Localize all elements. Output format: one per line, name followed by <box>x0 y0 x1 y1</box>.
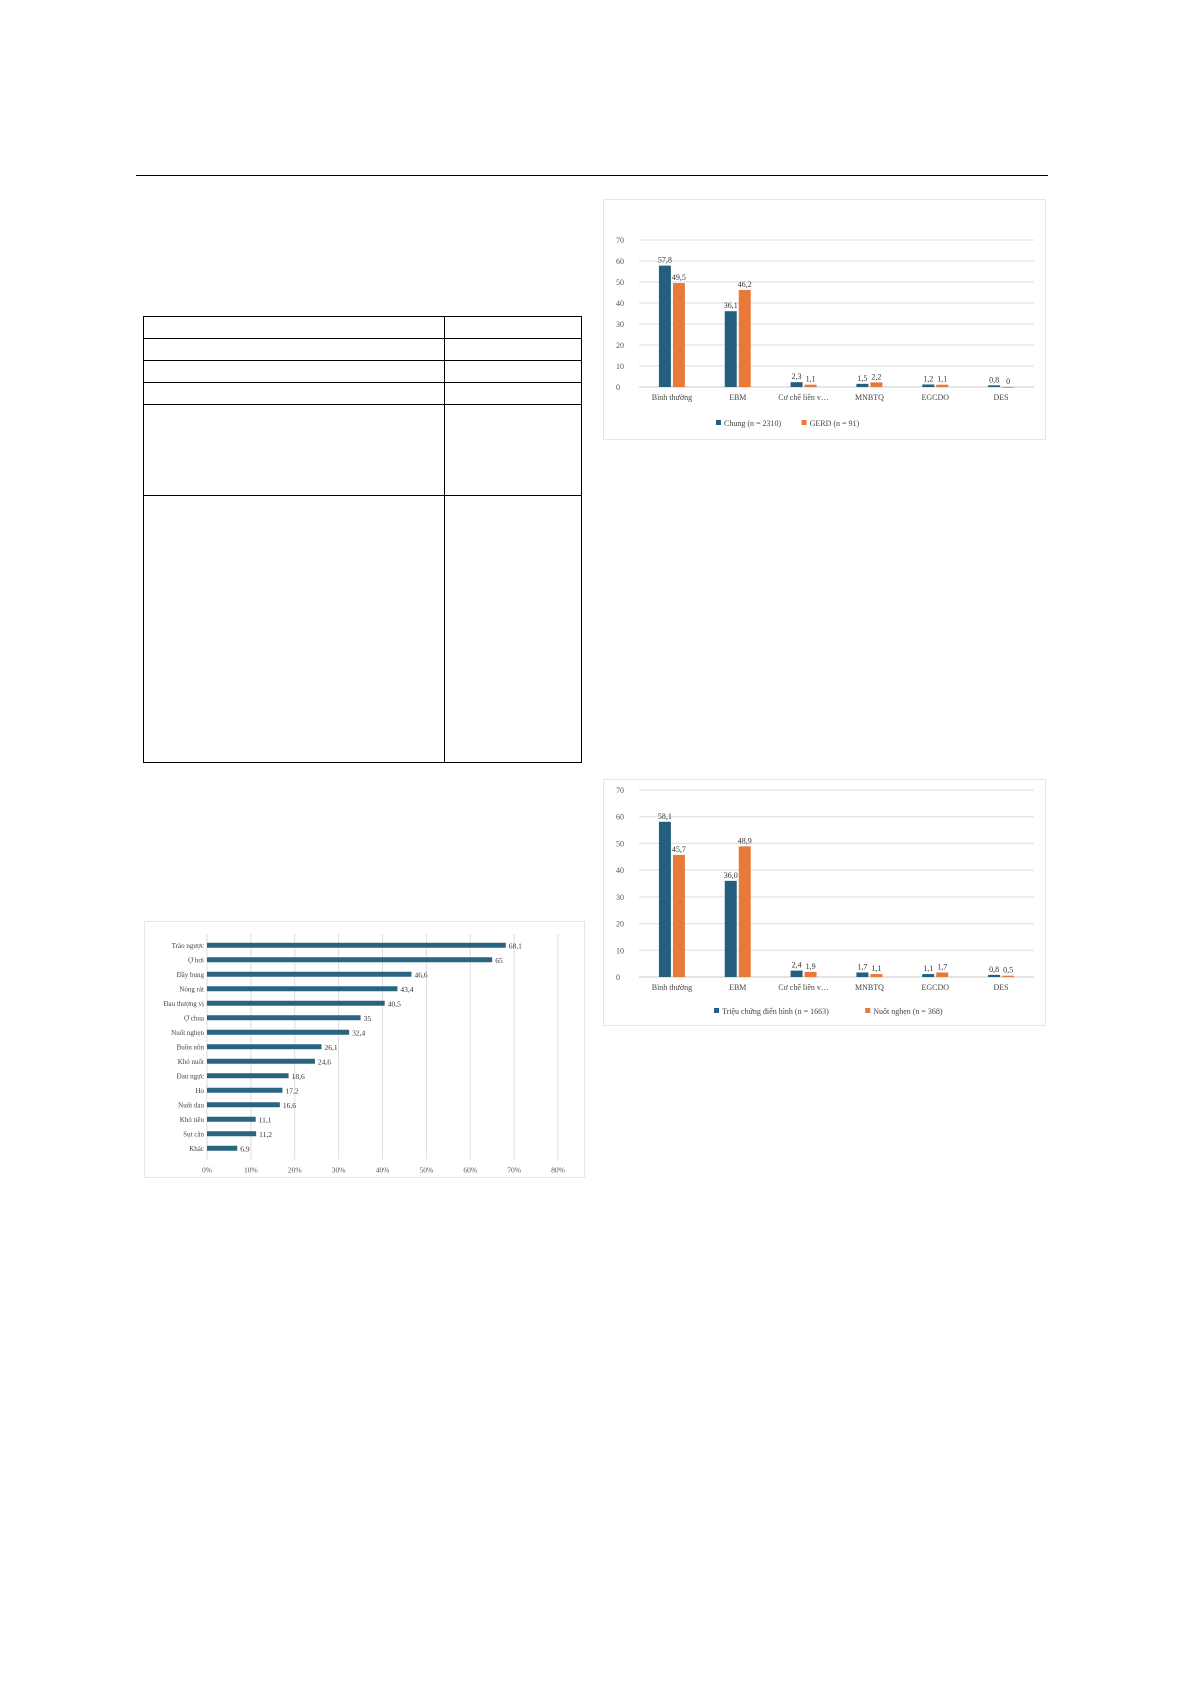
y-tick-label: 50 <box>616 278 624 287</box>
bar-chart-svg <box>604 200 1045 439</box>
table-cell <box>445 361 582 383</box>
table-cell <box>144 383 445 405</box>
x-tick-label: 30% <box>331 1165 346 1175</box>
bar <box>673 855 685 977</box>
bar <box>870 382 882 387</box>
bar <box>207 1015 361 1020</box>
data-label: 49,5 <box>671 273 686 283</box>
bar <box>659 822 671 977</box>
y-tick-label: 60 <box>616 812 624 822</box>
data-label: 17,2 <box>285 1086 299 1096</box>
bar <box>207 957 492 962</box>
x-tick-label: 0% <box>202 1165 212 1175</box>
y-tick-label: 10 <box>616 362 624 371</box>
y-tick-label: Ợ hơi <box>188 956 204 965</box>
y-tick-label: 70 <box>616 786 624 795</box>
bar-chart-typical-vs-dysphagia <box>604 780 1045 1025</box>
data-label: 36,0 <box>723 870 738 880</box>
legend-label: Chung (n = 2310) <box>724 419 782 428</box>
y-tick-label: 0 <box>616 383 620 392</box>
bar <box>936 385 948 387</box>
table-cell <box>445 405 582 496</box>
table-cell <box>445 496 582 763</box>
bar <box>207 1001 385 1006</box>
table-cell <box>144 496 445 763</box>
bar <box>207 1030 349 1035</box>
bar <box>207 1044 322 1049</box>
y-tick-label: Ợ chua <box>183 1014 204 1023</box>
bar <box>1002 976 1014 977</box>
y-tick-label: Khó nuốt <box>177 1057 204 1066</box>
y-tick-label: Ho <box>195 1086 204 1095</box>
data-label: 1,1 <box>871 964 882 974</box>
x-tick-label: EBM <box>729 393 747 402</box>
table-cell <box>445 383 582 405</box>
x-tick-label: 40% <box>375 1165 390 1175</box>
y-tick-label: 30 <box>616 892 624 902</box>
table-cell <box>445 339 582 361</box>
bar <box>791 971 803 977</box>
data-label: 68,1 <box>508 941 522 951</box>
data-label: 1,1 <box>937 374 948 384</box>
data-label: 65 <box>495 955 503 965</box>
y-tick-label: 60 <box>616 257 624 266</box>
y-tick-label: Khó tiêu <box>179 1115 204 1124</box>
x-tick-label: Bình thường <box>651 983 693 992</box>
data-label: 45,7 <box>671 844 686 854</box>
bar <box>856 384 868 387</box>
y-tick-label: Nuốt đau <box>178 1101 204 1110</box>
bar-chart-svg <box>604 780 1045 1025</box>
table-cell <box>144 339 445 361</box>
data-label: 2,2 <box>871 372 882 382</box>
data-label: 0,8 <box>989 375 1000 385</box>
data-label: 1,7 <box>857 962 868 972</box>
table-cell <box>445 317 582 339</box>
legend-swatch <box>716 420 721 425</box>
data-label: 11,1 <box>258 1115 272 1125</box>
x-tick-label: DES <box>993 983 1009 992</box>
bar <box>207 972 411 977</box>
x-tick-label: 60% <box>463 1165 478 1175</box>
data-label: 1,5 <box>857 373 868 383</box>
table-cell <box>144 317 445 339</box>
x-tick-label: DES <box>993 393 1009 402</box>
bar <box>739 290 751 387</box>
y-tick-label: Đau ngực <box>176 1072 204 1081</box>
bar <box>805 972 817 977</box>
y-tick-label: Đầy bụng <box>176 970 204 979</box>
bar <box>856 972 868 977</box>
legend-swatch <box>714 1008 719 1013</box>
data-label: 18,6 <box>291 1071 305 1081</box>
y-tick-label: 40 <box>616 299 624 308</box>
bar <box>1002 387 1014 388</box>
y-tick-label: 10 <box>616 946 624 956</box>
header-rule <box>136 175 1048 176</box>
y-tick-label: 50 <box>616 839 624 849</box>
data-label: 46,2 <box>737 279 752 289</box>
table-cell <box>144 361 445 383</box>
data-label: 0,5 <box>1003 965 1014 975</box>
x-tick-label: MNBTQ <box>854 393 884 402</box>
data-label: 58,1 <box>657 811 672 821</box>
x-tick-label: Cơ chế liên v… <box>778 393 829 402</box>
data-label: 2,3 <box>791 372 802 382</box>
y-tick-label: 40 <box>616 866 624 876</box>
bar <box>207 1117 256 1122</box>
x-tick-label: EGCDO <box>921 983 950 992</box>
data-label: 48,9 <box>737 836 752 846</box>
bar <box>207 1073 289 1078</box>
x-tick-label: Cơ chế liên v… <box>778 983 829 992</box>
data-label: 16,6 <box>282 1100 296 1110</box>
data-label: 6,9 <box>240 1144 250 1154</box>
data-label: 1,1 <box>923 964 934 974</box>
y-tick-label: Trào ngược <box>171 941 204 950</box>
data-label: 43,4 <box>400 984 414 994</box>
y-tick-label: Nuốt nghẹn <box>171 1028 204 1037</box>
bar <box>725 881 737 977</box>
x-tick-label: 10% <box>244 1165 258 1175</box>
bar-chart-svg <box>145 922 584 1177</box>
data-label: 0,8 <box>989 964 1000 974</box>
data-label: 24,6 <box>317 1057 332 1067</box>
x-tick-label: Bình thường <box>651 393 693 402</box>
bar <box>922 384 934 387</box>
bar <box>988 975 1000 977</box>
legend-swatch <box>802 420 807 425</box>
data-label: 26,1 <box>324 1042 338 1052</box>
y-tick-label: Khác <box>189 1144 204 1153</box>
data-label: 1,2 <box>923 374 934 384</box>
x-tick-label: EGCDO <box>921 393 950 402</box>
y-tick-label: 0 <box>616 973 620 982</box>
y-tick-label: Đau thượng vị <box>163 999 204 1008</box>
x-tick-label: 50% <box>419 1165 434 1175</box>
bar <box>207 1102 280 1107</box>
data-label: 1,7 <box>937 962 948 972</box>
x-tick-label: 20% <box>287 1165 302 1175</box>
data-label: 0 <box>1006 377 1011 386</box>
data-label: 46,6 <box>414 970 428 980</box>
legend-label: Nuốt nghẹn (n = 368) <box>873 1007 943 1016</box>
horizontal-bar-chart-symptoms <box>145 922 584 1177</box>
data-table <box>143 316 582 763</box>
bar <box>922 974 934 977</box>
data-label: 11,2 <box>259 1129 272 1139</box>
x-tick-label: MNBTQ <box>854 983 884 992</box>
bar <box>791 382 803 387</box>
y-tick-label: 70 <box>616 236 624 245</box>
bar <box>207 943 506 948</box>
table-cell <box>144 405 445 496</box>
bar <box>207 986 397 991</box>
bar <box>673 283 685 387</box>
y-tick-label: 30 <box>616 320 624 329</box>
data-label: 35 <box>363 1013 372 1023</box>
x-tick-label: 80% <box>551 1165 565 1175</box>
bar <box>739 846 751 977</box>
bar <box>207 1088 282 1093</box>
y-tick-label: Sụt cân <box>183 1130 204 1139</box>
y-tick-label: Nóng rát <box>179 985 204 994</box>
legend-label: Triệu chứng điển hình (n = 1663) <box>722 1007 829 1016</box>
bar <box>870 974 882 977</box>
bar <box>659 266 671 387</box>
bar <box>936 972 948 977</box>
y-tick-label: 20 <box>616 341 624 350</box>
y-tick-label: Buồn nôn <box>176 1043 204 1052</box>
bar <box>805 385 817 387</box>
bar <box>988 385 1000 387</box>
data-label: 1,9 <box>805 961 816 971</box>
bar <box>207 1059 315 1064</box>
legend-label: GERD (n = 91) <box>809 419 860 428</box>
data-label: 40,5 <box>387 999 401 1009</box>
bar-chart-general-vs-gerd <box>604 200 1045 439</box>
x-tick-label: EBM <box>729 983 747 992</box>
data-label: 1,1 <box>805 374 816 384</box>
data-label: 32,4 <box>352 1028 366 1038</box>
legend-swatch <box>865 1008 870 1013</box>
y-tick-label: 20 <box>616 919 624 929</box>
x-tick-label: 70% <box>507 1165 521 1175</box>
bar <box>207 1146 237 1151</box>
bar <box>207 1131 256 1136</box>
data-label: 57,8 <box>657 255 672 265</box>
data-label: 36,1 <box>723 301 738 311</box>
data-label: 2,4 <box>791 960 802 970</box>
bar <box>725 311 737 387</box>
